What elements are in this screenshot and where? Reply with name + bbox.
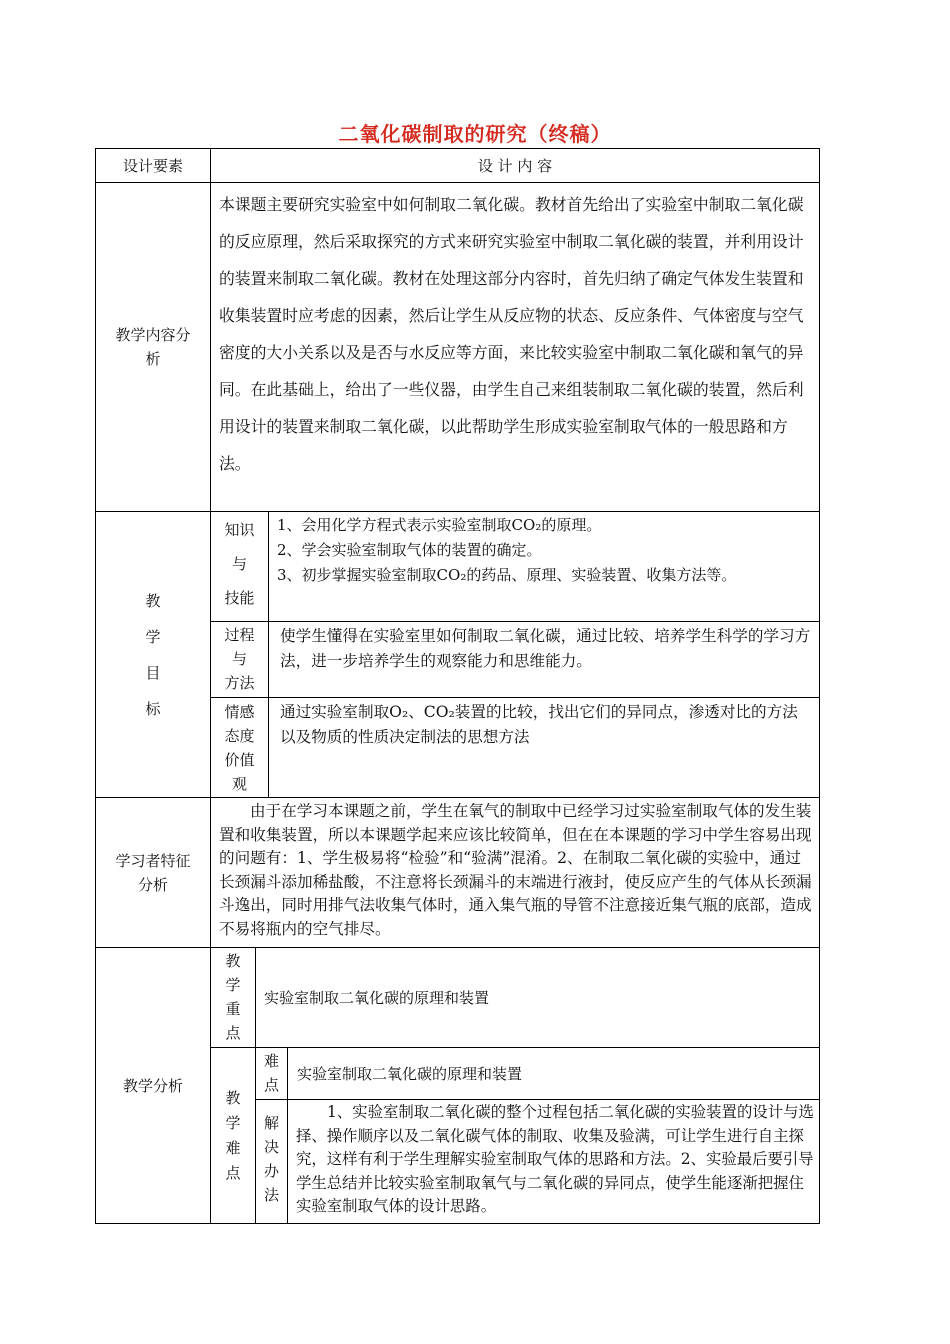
label-line: 与 bbox=[231, 650, 247, 668]
label-char: 办 bbox=[263, 1162, 279, 1180]
key-point-text: 实验室制取二氧化碳的原理和装置 bbox=[264, 988, 490, 1007]
teaching-analysis-label: 教学分析 bbox=[122, 1076, 183, 1095]
label-line: 分析 bbox=[137, 875, 168, 894]
label-line: 知识 bbox=[224, 521, 255, 539]
learner-text: 由于在学习本课题之前，学生在氧气的制取中已经学习过实验室制取气体的发生装置和收集装置，所以本课题学起来应该比较简单，但在在本课题的学习中学生容易出现的问题有：1、学生极易将“检验”和“验满”混淆。2、在制取二氧化碳的实验中，通过长颈漏斗添加稀盐酸，不注意将长颈漏斗的末端进行液封，使反应产生的气体从长颈漏斗逸出，同时用排气法收集气体时，通入集气瓶的导管不注意接近集气瓶的底部，造成不易将瓶内的空气排尽。 bbox=[219, 802, 812, 938]
learner-label bbox=[96, 798, 210, 947]
label-char: 点 bbox=[263, 1076, 279, 1094]
label-char: 重 bbox=[225, 1000, 241, 1018]
label-char: 教 bbox=[225, 1088, 241, 1107]
content-analysis-label bbox=[96, 183, 210, 511]
label-char: 难 bbox=[225, 1138, 241, 1157]
label-char: 教 bbox=[145, 591, 161, 610]
list-item: 1、会用化学方程式表示实验室制取CO₂的原理。 bbox=[277, 516, 602, 534]
label-char: 法 bbox=[263, 1186, 279, 1204]
header-design-element: 设计要素 bbox=[122, 156, 183, 175]
label-char: 教 bbox=[225, 952, 241, 970]
knowledge-list bbox=[277, 513, 817, 588]
solution-label bbox=[256, 1111, 287, 1207]
label-char: 决 bbox=[263, 1138, 279, 1156]
label-char: 学 bbox=[225, 976, 241, 994]
label-line: 态度 bbox=[224, 727, 255, 745]
hard-point-label bbox=[256, 1049, 287, 1097]
process-label bbox=[211, 623, 268, 695]
solution-text: 1、实验室制取二氧化碳的整个过程包括二氧化碳的实验装置的设计与选择、操作顺序以及二氧化碳气体的制取、收集及验满，可让学生进行自主探究，这样有利于学生理解实验室制取气体的思路和方法。2、实验最后要引导学生总结并比较实验室制取氧气与二氧化碳的异同点，使学生能逐渐把握住实验室制取气体的设计思路。 bbox=[296, 1103, 814, 1216]
label-char: 解 bbox=[263, 1114, 279, 1132]
label-char: 学 bbox=[225, 1113, 241, 1132]
knowledge-label bbox=[211, 513, 268, 615]
list-item: 3、初步掌握实验室制取CO₂的药品、原理、实验装置、收集方法等。 bbox=[277, 566, 737, 584]
label-line: 方法 bbox=[224, 674, 255, 692]
label-line: 与 bbox=[231, 555, 247, 573]
label-char: 难 bbox=[263, 1052, 279, 1070]
emotion-text: 通过实验室制取O₂、CO₂装置的比较，找出它们的异同点，渗透对比的方法以及物质的性质决定制法的思想方法 bbox=[280, 703, 798, 746]
process-text: 使学生懂得在实验室里如何制取二氧化碳，通过比较、培养学生科学的学习方法，进一步培养学生的观察能力和思维能力。 bbox=[280, 627, 811, 670]
label-char: 目 bbox=[145, 663, 161, 682]
label-line: 过程 bbox=[224, 626, 255, 644]
list-item: 2、学会实验室制取气体的装置的确定。 bbox=[277, 541, 542, 559]
label-char: 学 bbox=[145, 627, 161, 646]
label-char: 点 bbox=[225, 1163, 241, 1182]
label-line: 教学内容分 bbox=[115, 326, 191, 344]
content-analysis-text: 本课题主要研究实验室中如何制取二氧化碳。教材首先给出了实验室中制取二氧化碳的反应原理，然后采取探究的方式来研究实验室中制取二氧化碳的装置，并利用设计的装置来制取二氧化碳。教材在处理这部分内容时，首先归纳了确定气体发生装置和收集装置时应考虑的因素，然后让学生从反应物的状态、反应条件、气体密度与空气密度的大小关系以及是否与水反应等方面，来比较实验室中制取二氧化碳和氧气的异同。在此基础上，给出了一些仪器，由学生自己来组装制取二氧化碳的装置，然后利用设计的装置来制取二氧化碳，以此帮助学生形成实验室制取气体的一般思路和方法。 bbox=[219, 195, 804, 473]
label-char: 点 bbox=[225, 1024, 241, 1042]
hard-point-text: 实验室制取二氧化碳的原理和装置 bbox=[297, 1064, 523, 1083]
header-design-content: 设 计 内 容 bbox=[477, 156, 553, 175]
page-title: 二氧化碳制取的研究（终稿） bbox=[338, 122, 612, 146]
emotion-label bbox=[211, 700, 268, 796]
difficulty-label bbox=[211, 1048, 255, 1223]
label-char: 标 bbox=[145, 699, 161, 718]
label-line: 析 bbox=[145, 350, 161, 368]
label-line: 情感 bbox=[224, 703, 255, 721]
goals-label bbox=[96, 512, 210, 797]
key-point-label bbox=[211, 949, 255, 1045]
label-line: 价值 bbox=[224, 751, 255, 769]
label-line: 技能 bbox=[224, 589, 255, 607]
label-line: 学习者特征 bbox=[115, 851, 191, 870]
label-line: 观 bbox=[231, 775, 247, 793]
